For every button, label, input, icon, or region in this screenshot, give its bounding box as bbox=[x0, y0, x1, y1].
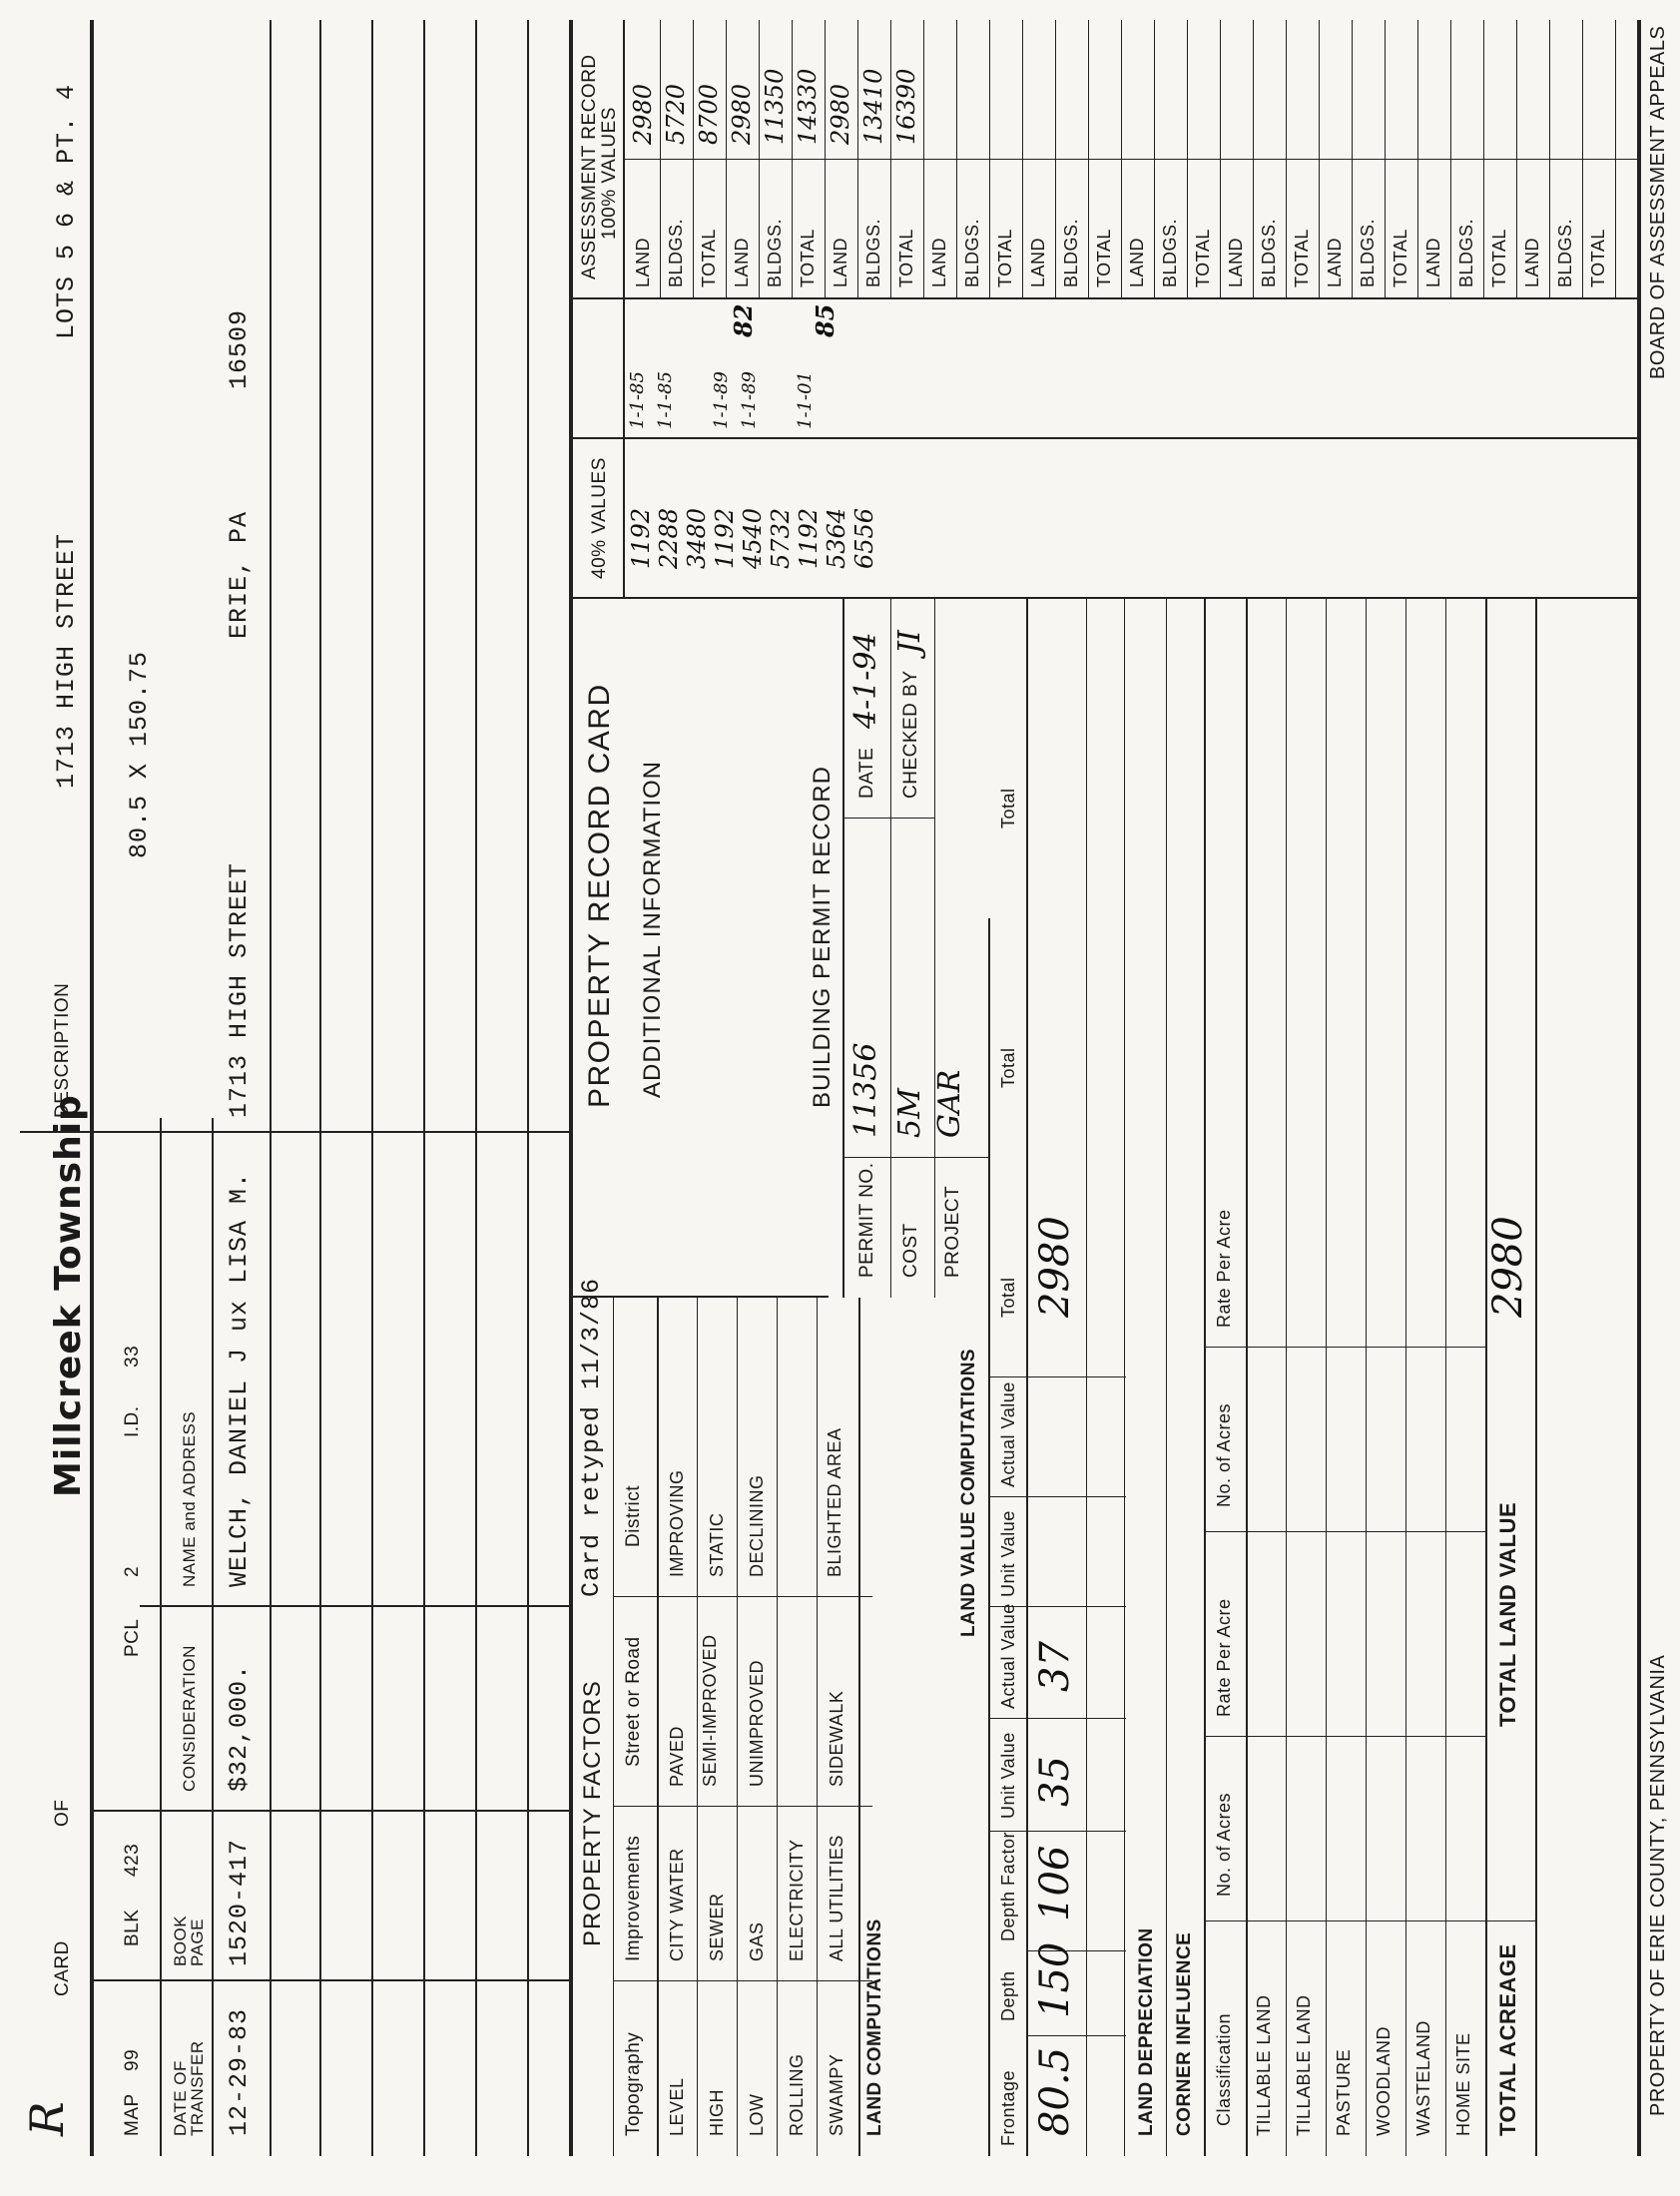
rule-permit-r2 bbox=[934, 599, 935, 1298]
v40-8: 6556 bbox=[850, 507, 878, 569]
district-0: IMPROVING bbox=[667, 1469, 687, 1577]
assess-row-rule bbox=[660, 20, 661, 299]
pcl-value: 2 bbox=[122, 1565, 143, 1577]
assess-row-rule bbox=[1549, 20, 1550, 299]
total-land-value-label: TOTAL LAND VALUE bbox=[1495, 1501, 1520, 1727]
class-4: WASTELAND bbox=[1413, 2020, 1433, 2136]
assess-label: LAND bbox=[732, 237, 752, 287]
factors-title: PROPERTY FACTORS bbox=[579, 1680, 606, 1946]
v40-0: 1192 bbox=[627, 507, 655, 569]
ac-h-acres1: No. of Acres bbox=[1214, 1792, 1234, 1897]
desc-lots: LOTS 5 6 & PT. 4 bbox=[52, 83, 81, 339]
assess-value: 14330 bbox=[794, 68, 822, 145]
rule-ac-r3 bbox=[1366, 599, 1367, 2156]
vrule-assess bbox=[569, 297, 1637, 299]
lv-total: 2980 bbox=[1032, 1216, 1078, 1318]
assess-row-rule bbox=[1088, 20, 1089, 299]
vrule-assess2 bbox=[623, 159, 1637, 160]
col-consideration: CONSIDERATION bbox=[180, 1645, 199, 1792]
assess-row-rule bbox=[825, 20, 826, 299]
v40-1: 2288 bbox=[655, 507, 683, 569]
assess-label: TOTAL bbox=[798, 229, 818, 287]
hdr-district: District bbox=[623, 1484, 644, 1547]
project-label: PROJECT bbox=[942, 1185, 963, 1278]
impr-1: SEWER bbox=[707, 1893, 727, 1961]
assess-row-rule bbox=[1615, 20, 1616, 299]
rule-lc bbox=[858, 1298, 860, 2156]
vrule-permit2 bbox=[842, 1157, 988, 1158]
topo-4: SWAMPY bbox=[827, 2053, 846, 2136]
vrule-f2 bbox=[613, 1806, 872, 1807]
assess-value: 11350 bbox=[761, 68, 789, 145]
rule-row-2 bbox=[319, 20, 321, 2156]
lv-unit: 35 bbox=[1032, 1756, 1078, 1807]
hdr-street: Street or Road bbox=[623, 1636, 644, 1767]
corner-influence: CORNER INFLUENCE bbox=[1174, 1931, 1195, 2136]
rule-total bbox=[1535, 599, 1537, 2156]
vrule-date bbox=[90, 1979, 569, 1981]
assess-label: LAND bbox=[633, 237, 653, 287]
rule-map bbox=[160, 1118, 162, 2156]
assess-value: 2980 bbox=[728, 83, 756, 145]
assess-label: TOTAL bbox=[699, 229, 719, 287]
impr-3: ELECTRICITY bbox=[787, 1839, 807, 1961]
assess-label: BLDGS. bbox=[1259, 218, 1279, 287]
transfer-book: 1520-417 bbox=[225, 1838, 254, 1966]
rule-dep bbox=[1166, 599, 1167, 2156]
permit-checked: JI bbox=[892, 630, 927, 654]
date-0: 1-1-85 bbox=[627, 371, 648, 429]
vrule-lv1 bbox=[1026, 2035, 1126, 2036]
rule-ac-head bbox=[1246, 599, 1248, 2156]
lv-h-depth: Depth bbox=[998, 1970, 1018, 2021]
assess-label: LAND bbox=[1127, 237, 1147, 287]
assess-label: BLDGS. bbox=[1358, 218, 1378, 287]
lv-depth: 150 bbox=[1032, 1941, 1078, 2018]
rule-lv-head bbox=[1026, 599, 1028, 2156]
assess-row-rule bbox=[1483, 20, 1484, 299]
district-4: BLIGHTED AREA bbox=[825, 1427, 844, 1577]
col-date: DATE OF TRANSFER bbox=[171, 2040, 207, 2136]
assess-row-rule bbox=[956, 20, 957, 299]
vrule-desc bbox=[20, 1131, 569, 1133]
hdr-topography: Topography bbox=[623, 2031, 644, 2136]
footer-right: BOARD OF ASSESSMENT APPEALS bbox=[1647, 25, 1669, 379]
v40-5: 5732 bbox=[767, 507, 795, 569]
ac-h-class: Classification bbox=[1214, 2012, 1234, 2126]
assess-value: 2980 bbox=[827, 83, 854, 145]
assess-label: BLDGS. bbox=[1456, 218, 1476, 287]
ac-h-rate1: Rate Per Acre bbox=[1214, 1598, 1234, 1717]
map-label: MAP bbox=[122, 2093, 143, 2136]
assess-row-rule bbox=[1121, 20, 1122, 299]
assess-label: TOTAL bbox=[1391, 229, 1410, 287]
col-name: NAME and ADDRESS bbox=[180, 1410, 199, 1587]
section-divider bbox=[569, 20, 573, 2156]
street-2: UNIMPROVED bbox=[747, 1659, 767, 1787]
street-1: SEMI-IMPROVED bbox=[700, 1634, 720, 1787]
assess-row-rule bbox=[1154, 20, 1155, 299]
lv-h-unit1: Unit Value bbox=[998, 1732, 1018, 1819]
rule-permit-r1 bbox=[890, 599, 891, 1298]
of-label: OF bbox=[52, 1799, 73, 1827]
land-value-title: LAND VALUE COMPUTATIONS bbox=[958, 1348, 979, 1637]
topo-2: LOW bbox=[747, 2093, 767, 2136]
assess-label: TOTAL bbox=[995, 229, 1015, 287]
vrule-f4 bbox=[569, 1296, 829, 1298]
assess-title: ASSESSMENT RECORD bbox=[579, 54, 600, 279]
rule-ac-r6 bbox=[1485, 599, 1487, 2156]
assess-row-rule bbox=[693, 20, 694, 299]
transfer-zip: 16509 bbox=[225, 308, 254, 389]
topo-3: ROLLING bbox=[787, 2053, 807, 2136]
rule-row-4 bbox=[423, 20, 425, 2156]
transfer-name: WELCH, DANIEL J ux LISA M. bbox=[225, 1171, 254, 1587]
vrule-values40 bbox=[569, 597, 1637, 599]
rule-permit bbox=[842, 599, 844, 1298]
cost-label: COST bbox=[900, 1223, 921, 1278]
permit-date: 4-1-94 bbox=[848, 632, 883, 729]
ac-h-acres2: No. of Acres bbox=[1214, 1402, 1234, 1507]
vrule-lv5 bbox=[988, 1606, 1126, 1607]
id-label: I.D. bbox=[122, 1405, 143, 1437]
col-book: BOOK PAGE bbox=[171, 1915, 207, 1966]
assess-row-rule bbox=[1417, 20, 1418, 299]
assess-label: BLDGS. bbox=[1160, 218, 1180, 287]
transfer-city: ERIE, PA bbox=[225, 510, 254, 639]
assess-row-rule bbox=[759, 20, 760, 299]
assess-label: BLDGS. bbox=[666, 218, 686, 287]
street-4: SIDEWALK bbox=[827, 1690, 846, 1787]
assess-label: BLDGS. bbox=[962, 218, 982, 287]
date-extra-0: 82 bbox=[729, 303, 758, 337]
assess-subtitle: 100% VALUES bbox=[599, 107, 620, 240]
rule-row-5 bbox=[475, 20, 477, 2156]
map-value: 99 bbox=[122, 2048, 143, 2071]
date-4: 1-1-01 bbox=[795, 371, 816, 429]
rule-row-3 bbox=[371, 20, 373, 2156]
rule-ac-r1 bbox=[1286, 599, 1287, 2156]
assess-label: LAND bbox=[1028, 237, 1048, 287]
permit-cost: 5M bbox=[892, 1088, 927, 1138]
assess-row-rule bbox=[1187, 20, 1188, 299]
rule-f-r3 bbox=[777, 1298, 778, 2156]
date-extra-1: 85 bbox=[811, 303, 840, 337]
assess-value: 13410 bbox=[859, 68, 887, 145]
record-card-title: PROPERTY RECORD CARD bbox=[583, 683, 616, 1108]
vrule-lv3 bbox=[988, 1831, 1126, 1832]
lv-h-total3: Total bbox=[998, 788, 1018, 828]
land-depreciation: LAND DEPRECIATION bbox=[1136, 1927, 1157, 2136]
vrule-ta bbox=[1485, 1921, 1535, 1922]
total-acreage: TOTAL ACREAGE bbox=[1495, 1943, 1520, 2136]
date-2: 1-1-89 bbox=[711, 371, 732, 429]
assess-label: BLDGS. bbox=[765, 218, 785, 287]
township-title: Millcreek Township bbox=[48, 1094, 89, 1497]
assess-row-rule bbox=[1582, 20, 1583, 299]
impr-0: CITY WATER bbox=[667, 1848, 687, 1961]
rule-lv-r2 bbox=[1124, 599, 1125, 2156]
hdr-improvements: Improvements bbox=[623, 1835, 644, 1961]
additional-info: ADDITIONAL INFORMATION bbox=[639, 760, 666, 1098]
district-1: STATIC bbox=[707, 1512, 727, 1577]
card-mark: R bbox=[20, 2099, 74, 2136]
assess-row-rule bbox=[923, 20, 924, 299]
impr-4: ALL UTILITIES bbox=[827, 1835, 846, 1961]
rule-values40 bbox=[623, 20, 625, 599]
assess-value: 8700 bbox=[695, 83, 723, 145]
blk-label: BLK bbox=[122, 1909, 143, 1946]
footer-left: PROPERTY OF ERIE COUNTY, PENNSYLVANIA bbox=[1647, 1654, 1669, 2116]
lv-h-factor: Depth Factor bbox=[998, 1831, 1018, 1941]
rule-row-6 bbox=[527, 20, 529, 2156]
rule-factors-head bbox=[657, 1298, 659, 2156]
vrule-cons bbox=[140, 1605, 569, 1607]
assess-row-rule bbox=[792, 20, 793, 299]
desc-dimensions: 80.5 X 150.75 bbox=[125, 650, 154, 858]
topo-1: HIGH bbox=[707, 2089, 727, 2136]
vrule-permit bbox=[842, 818, 934, 819]
class-5: HOME SITE bbox=[1453, 2032, 1473, 2136]
rule-headers bbox=[212, 1118, 214, 2156]
assess-row-rule bbox=[1319, 20, 1320, 299]
class-0: TILLABLE LAND bbox=[1254, 1994, 1274, 2136]
lv-h-actual2: Actual Value bbox=[998, 1381, 1018, 1487]
assess-row-rule bbox=[1385, 20, 1386, 299]
street-0: PAVED bbox=[667, 1726, 687, 1787]
assess-row-rule bbox=[989, 20, 990, 299]
assess-label: TOTAL bbox=[1588, 229, 1608, 287]
lv-h-frontage: Frontage bbox=[998, 2069, 1018, 2146]
permit-title: BUILDING PERMIT RECORD bbox=[809, 766, 836, 1108]
assess-label: TOTAL bbox=[896, 229, 916, 287]
rule-ac-r5 bbox=[1445, 599, 1446, 2156]
assess-label: TOTAL bbox=[1292, 229, 1312, 287]
v40-2: 3480 bbox=[683, 507, 711, 569]
class-2: PASTURE bbox=[1334, 2048, 1354, 2136]
factors-retyped: Card retyped 11/3/86 bbox=[577, 1277, 606, 1597]
assess-row-rule bbox=[1450, 20, 1451, 299]
assess-label: TOTAL bbox=[1489, 229, 1509, 287]
assess-row-rule bbox=[726, 20, 727, 299]
land-computations-title: LAND COMPUTATIONS bbox=[864, 1919, 885, 2136]
rule-lv-r1 bbox=[1086, 599, 1087, 2156]
vrule-ac4 bbox=[1204, 1347, 1485, 1348]
impr-2: GAS bbox=[747, 1922, 767, 1961]
assess-label: BLDGS. bbox=[863, 218, 883, 287]
assess-label: TOTAL bbox=[1193, 229, 1213, 287]
id-value: 33 bbox=[122, 1345, 143, 1368]
lv-h-unit2: Unit Value bbox=[998, 1510, 1018, 1597]
vrule-f1 bbox=[613, 1980, 872, 1981]
transfer-street: 1713 HIGH STREET bbox=[225, 861, 254, 1118]
class-3: WOODLAND bbox=[1374, 2025, 1394, 2136]
lv-h-total2: Total bbox=[998, 1047, 1018, 1088]
assess-value: 2980 bbox=[629, 83, 657, 145]
assess-label: BLDGS. bbox=[1061, 218, 1081, 287]
v40-7: 5364 bbox=[823, 507, 850, 569]
ac-h-rate2: Rate Per Acre bbox=[1214, 1209, 1234, 1328]
assess-label: BLDGS. bbox=[1555, 218, 1575, 287]
description-label: DESCRIPTION bbox=[52, 982, 73, 1118]
class-1: TILLABLE LAND bbox=[1294, 1994, 1314, 2136]
v40-6: 1192 bbox=[795, 507, 823, 569]
assess-label: LAND bbox=[929, 237, 949, 287]
transfer-consideration: $32,000. bbox=[225, 1663, 254, 1792]
topo-0: LEVEL bbox=[667, 2077, 687, 2136]
v40-4: 4540 bbox=[739, 507, 767, 569]
vrule-lv7 bbox=[988, 1376, 1126, 1377]
vrule-book bbox=[90, 1810, 569, 1812]
assess-row-rule bbox=[1516, 20, 1517, 299]
assess-row-rule bbox=[1022, 20, 1023, 299]
assess-row-rule bbox=[1055, 20, 1056, 299]
assess-label: LAND bbox=[1325, 237, 1345, 287]
lv-h-total1: Total bbox=[998, 1277, 1018, 1318]
date-label: DATE bbox=[856, 747, 877, 799]
assess-label: LAND bbox=[831, 237, 850, 287]
assess-label: LAND bbox=[1226, 237, 1246, 287]
rule-ac-r4 bbox=[1405, 599, 1406, 2156]
assess-row-rule bbox=[857, 20, 858, 299]
frame-bottom bbox=[1637, 20, 1641, 2156]
assess-value: 5720 bbox=[662, 83, 690, 145]
checked-label: CHECKED BY bbox=[900, 670, 921, 799]
vrule-dates bbox=[569, 437, 1637, 439]
vrule-ac1 bbox=[1204, 1921, 1485, 1922]
assess-label: TOTAL bbox=[1094, 229, 1114, 287]
assess-row-rule bbox=[1352, 20, 1353, 299]
vrule-lv2 bbox=[1026, 1950, 1126, 1951]
total-land-value: 2980 bbox=[1485, 1216, 1531, 1318]
permit-no: 11356 bbox=[848, 1042, 883, 1138]
vrule-ac2 bbox=[1204, 1736, 1485, 1737]
rule-factors-title bbox=[613, 1298, 614, 2156]
assess-label: LAND bbox=[1522, 237, 1542, 287]
assess-row-rule bbox=[890, 20, 891, 299]
permit-no-label: PERMIT NO. bbox=[856, 1162, 877, 1278]
lv-factor: 106 bbox=[1032, 1845, 1078, 1922]
blk-value: 423 bbox=[122, 1843, 143, 1877]
desc-address: 1713 HIGH STREET bbox=[52, 532, 81, 789]
card-label: CARD bbox=[52, 1940, 73, 1996]
district-2: DECLINING bbox=[747, 1474, 767, 1577]
pcl-label: PCL bbox=[122, 1618, 143, 1657]
rule-f-r4 bbox=[817, 1298, 818, 2156]
vrule-ac3 bbox=[1204, 1531, 1485, 1532]
transfer-date: 12-29-83 bbox=[225, 2007, 254, 2136]
permit-project: GAR bbox=[932, 1069, 967, 1138]
frame-top bbox=[90, 20, 94, 2156]
rule-f-r1 bbox=[697, 1298, 698, 2156]
assess-row-rule bbox=[1286, 20, 1287, 299]
rule-corner bbox=[1204, 599, 1206, 2156]
rule-row-1 bbox=[270, 20, 272, 2156]
assess-value: 16390 bbox=[892, 68, 920, 145]
vrule-lv6 bbox=[988, 1496, 1126, 1497]
values40-label: 40% VALUES bbox=[589, 457, 610, 579]
v40-3: 1192 bbox=[711, 507, 739, 569]
vrule-lv4 bbox=[988, 1718, 1126, 1719]
rule-ac-r2 bbox=[1326, 599, 1327, 2156]
date-3: 1-1-89 bbox=[739, 371, 760, 429]
assess-label: LAND bbox=[1423, 237, 1443, 287]
rule-f-r2 bbox=[737, 1298, 738, 2156]
vrule-f3 bbox=[613, 1596, 872, 1597]
lv-frontage: 80.5 bbox=[1032, 2046, 1078, 2136]
rule-lv-title bbox=[988, 918, 990, 2156]
assess-row-rule bbox=[1220, 20, 1221, 299]
assess-row-rule bbox=[1253, 20, 1254, 299]
lv-h-actual1: Actual Value bbox=[998, 1603, 1018, 1709]
date-1: 1-1-85 bbox=[655, 371, 676, 429]
lv-actual: 37 bbox=[1032, 1641, 1078, 1692]
